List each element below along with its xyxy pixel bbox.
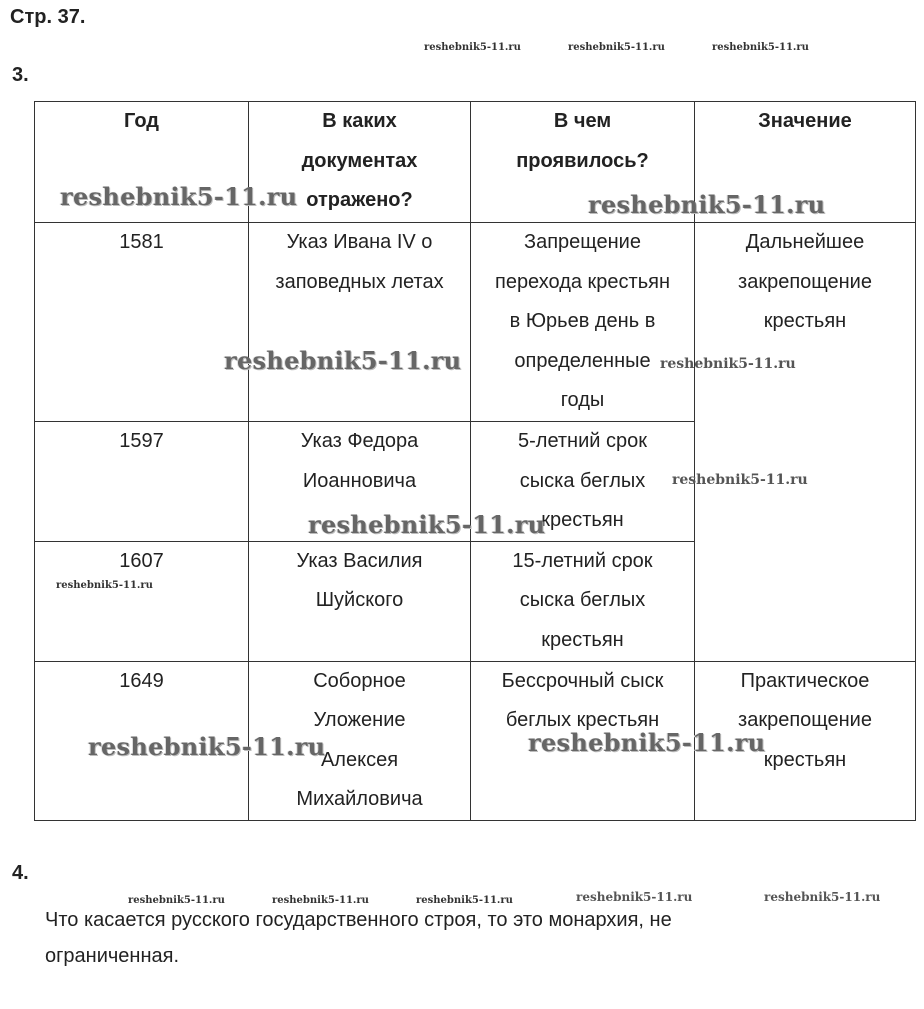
watermark: reshebnik5-11.ru — [308, 510, 546, 539]
cell-manifestation: Запрещение перехода крестьян в Юрьев день в определенные годы — [471, 223, 695, 422]
watermark: reshebnik5-11.ru — [528, 728, 766, 757]
cell-year: 1607 — [35, 541, 249, 661]
watermark: reshebnik5-11.ru — [56, 580, 153, 591]
cell-manifestation: Бессрочный сыск беглых крестьян — [471, 661, 695, 820]
task-4-label: 4. — [12, 862, 29, 884]
watermark: reshebnik5-11.ru — [88, 732, 326, 761]
header-manifestation: В чем проявилось? — [471, 102, 695, 223]
cell-year: 1649 — [35, 661, 249, 820]
cell-document: Указ Федора Иоанновича — [249, 422, 471, 542]
watermark: reshebnik5-11.ru — [272, 895, 369, 906]
cell-manifestation: 5-летний срок сыска беглых крестьян — [471, 422, 695, 542]
cell-document: Соборное Уложение Алексея Михайловича — [249, 661, 471, 820]
watermark: reshebnik5-11.ru — [660, 356, 796, 372]
watermark: reshebnik5-11.ru — [764, 890, 881, 904]
cell-document: Указ Василия Шуйского — [249, 541, 471, 661]
task-4-answer: Что касается русского государственного строя, то это монархия, не ограниченная. — [45, 909, 672, 967]
header-document: В каких документах отражено? — [249, 102, 471, 223]
watermark: reshebnik5-11.ru — [128, 895, 225, 906]
watermark: reshebnik5-11.ru — [424, 42, 521, 53]
cell-manifestation: 15-летний срок сыска беглых крестьян — [471, 541, 695, 661]
cell-year: 1597 — [35, 422, 249, 542]
watermark: reshebnik5-11.ru — [224, 346, 462, 375]
header-year: Год — [35, 102, 249, 223]
cell-meaning: Дальнейшее закрепощение крестьян — [695, 223, 916, 662]
cell-year: 1581 — [35, 223, 249, 422]
header-meaning: Значение — [695, 102, 916, 223]
watermark: reshebnik5-11.ru — [588, 190, 826, 219]
cell-document: Указ Ивана IV о заповедных летах — [249, 223, 471, 422]
cell-meaning: Практическое закрепощение крестьян — [695, 661, 916, 820]
page-reference: Стр. 37. — [10, 6, 86, 28]
watermark: reshebnik5-11.ru — [576, 890, 693, 904]
watermark: reshebnik5-11.ru — [672, 472, 808, 488]
watermark: reshebnik5-11.ru — [60, 182, 298, 211]
watermark: reshebnik5-11.ru — [416, 895, 513, 906]
watermark: reshebnik5-11.ru — [712, 42, 809, 53]
table-row — [35, 223, 916, 422]
watermark: reshebnik5-11.ru — [568, 42, 665, 53]
task-3-label: 3. — [12, 64, 29, 86]
